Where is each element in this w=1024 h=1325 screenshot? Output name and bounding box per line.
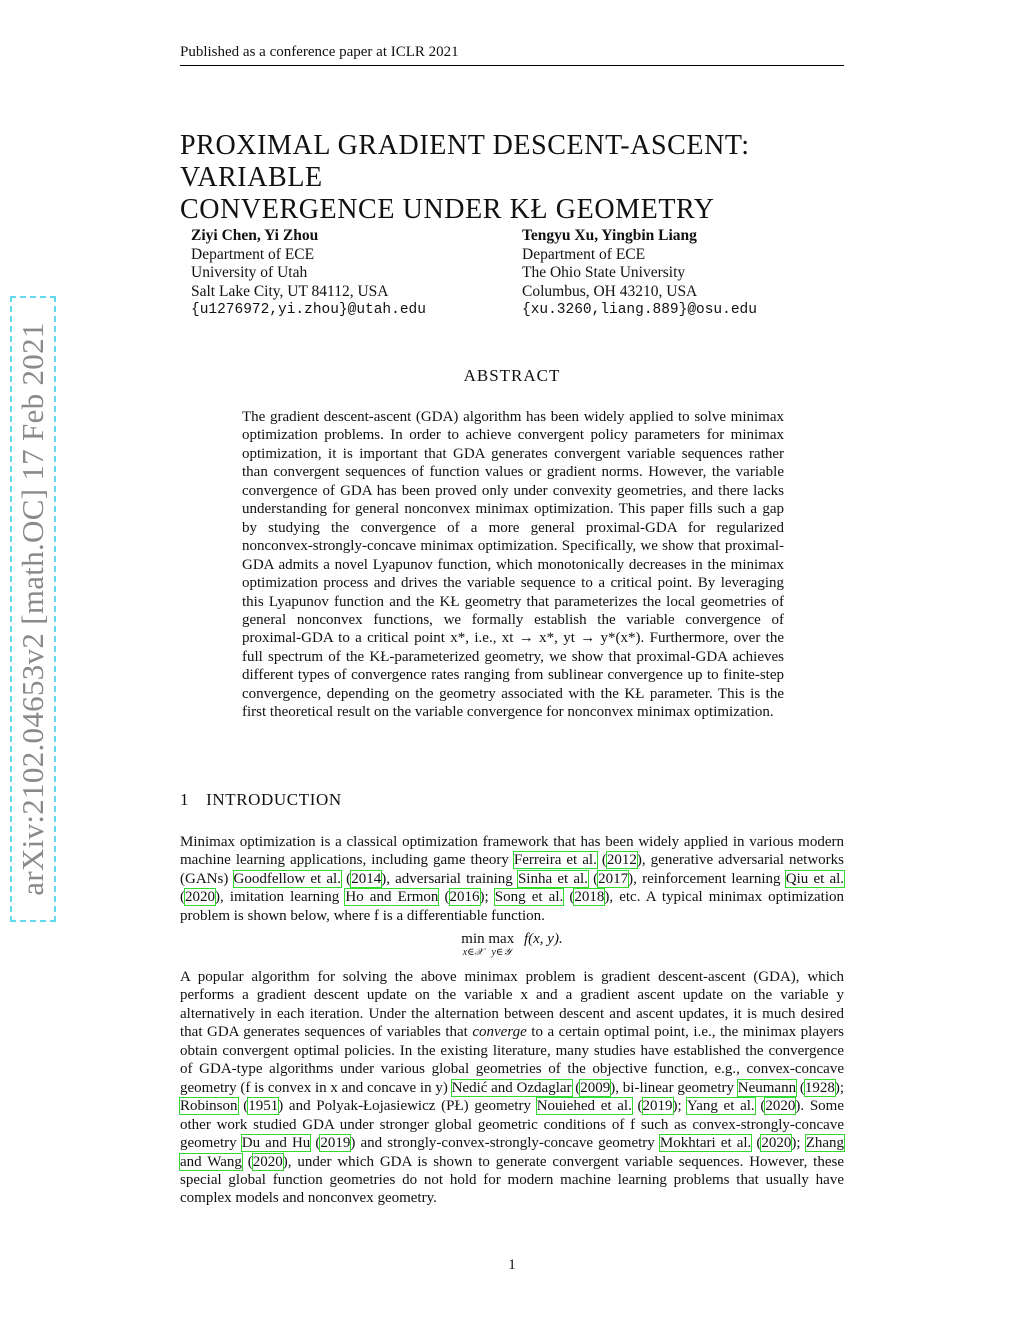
- section-number: 1: [180, 790, 190, 809]
- author-address: Salt Lake City, UT 84112, USA: [191, 282, 389, 300]
- text-run: and strongly-convex-strongly-concave geometry: [355, 1135, 660, 1152]
- citation-year-link[interactable]: 2012: [606, 852, 637, 869]
- author-block-right: [522, 227, 757, 320]
- text-run: . Some other work studied GDA under stronger global geometric conditions of f such as convex-strongly-concave geometry: [180, 1098, 844, 1152]
- author-department: Department of ECE: [191, 245, 315, 263]
- minimax-equation: [0, 932, 1024, 960]
- paper-title: [180, 130, 860, 226]
- citation-link[interactable]: Goodfellow et al.: [233, 870, 341, 887]
- section-title: INTRODUCTION: [206, 790, 342, 809]
- citation-link[interactable]: Zhang and Wang: [180, 1135, 845, 1170]
- text-run: to a certain optimal point, i.e., the minimax players obtain convergent optimal policies. In the existing literature, many studies have established the convergence of GDA-type algorithms under various global geometries of the objective function, e.g., convex-concave geometry (f is convex in x and concave in y): [180, 1024, 844, 1096]
- citation-link[interactable]: Nouiehed et al.: [536, 1098, 632, 1115]
- text-run: Minimax optimization is a classical optimization framework that has been widely applied in various modern machine learning applications, including game theory: [180, 834, 844, 869]
- page-number: 1: [508, 1257, 516, 1273]
- citation-link[interactable]: Neumann: [737, 1079, 797, 1096]
- citation-year-link[interactable]: 2014: [351, 870, 382, 887]
- citation-year-link[interactable]: 2020: [252, 1153, 283, 1170]
- author-names: Ziyi Chen, Yi Zhou: [191, 227, 319, 244]
- citation-year-link[interactable]: 2020: [185, 889, 215, 906]
- citation-year-link[interactable]: 2020: [765, 1098, 796, 1115]
- text-run: ;: [796, 1135, 806, 1152]
- text-run: , reinforcement learning: [633, 870, 786, 887]
- author-email[interactable]: {u1276972,yi.zhou}@utah.edu: [191, 302, 426, 318]
- citation-year-link[interactable]: 2019: [320, 1135, 351, 1152]
- citation-year-link[interactable]: 2018: [574, 889, 605, 906]
- emphasis: converge: [472, 1024, 527, 1041]
- text-run: ;: [677, 1098, 687, 1115]
- text-run: , etc. A typical minimax optimization problem is shown below, where f is a differentiable function.: [180, 889, 845, 924]
- citation-year-link[interactable]: 2009: [580, 1079, 611, 1096]
- author-university: University of Utah: [191, 264, 308, 281]
- intro-paragraph-2: A popular algorithm for solving the above minimax problem is gradient descent-ascent (GDA), which performs a gradient descent update on the variable x and a gradient ascent update on the variable y alternatively in each iteration. Under the alternation between descent and ascent updates, it is much desired that GDA generates sequences of variables that converge to a certain optimal point, i.e., the minimax players obtain convergent optimal policies. In the existing literature, many studies have established the convergence of GDA-type algorithms under various global geometries of the objective function, e.g., convex-concave geometry (f is convex in x and concave in y) Nedić and Ozdaglar (2009), bi-linear geometry Neumann (1928); Robinson (1951) and Polyak-Łojasiewicz (PŁ) geometry Nouiehed et al. (2019); Yang et al. (2020). Some other work studied GDA under stronger global geometric conditions of f such as convex-strongly-concave geometry Du and Hu (2019) and strongly-convex-strongly-concave geometry Mokhtari et al. (2020); Zhang and Wang (2020), under which GDA is shown to generate convergent variable sequences. However, these special global function geometries do not hold for modern machine learning problems that usually have complex models and nonconvex geometry.: [180, 969, 845, 1207]
- section-heading-introduction: [180, 790, 342, 810]
- citation-link[interactable]: Nedić and Ozdaglar: [451, 1079, 572, 1096]
- author-address: Columbus, OH 43210, USA: [522, 282, 698, 300]
- author-email[interactable]: {xu.3260,liang.889}@osu.edu: [522, 302, 757, 318]
- citation-link[interactable]: Mokhtari et al.: [659, 1135, 752, 1152]
- author-university: The Ohio State University: [522, 264, 686, 281]
- citation-year-link[interactable]: 2020: [761, 1135, 792, 1152]
- abstract-heading: ABSTRACT: [463, 366, 561, 385]
- text-run: and Polyak-Łojasiewicz (PŁ) geometry: [283, 1098, 537, 1115]
- abstract-text: The gradient descent-ascent (GDA) algorithm has been widely applied to solve minimax optimization problems. In order to achieve convergent policy parameters for minimax optimization, it is important that GDA generates convergent variable sequences rather than convergent sequences of function values or gradient norms. However, the variable convergence of GDA has been proved only under convexity geometries, and there lacks understanding for general nonconvex minimax optimization. This paper fills such a gap by studying the convergence of a more general proximal-GDA for regularized nonconvex-strongly-concave minimax optimization. Specifically, we show that proximal-GDA admits a novel Lyapunov function, which monotonically decreases in the minimax optimization process and drives the variable sequence to a critical point. By leveraging this Lyapunov function and the KŁ geometry that parameterizes the local geometries of general nonconvex functions, we formally establish the variable convergence of proximal-GDA to a critical point x*, i.e., xt → x*, yt → y*(x*). Furthermore, over the full spectrum of the KŁ-parameterized geometry, we show that proximal-GDA achieves different types of convergence rates ranging from sublinear convergence up to finite-step convergence, depending on the geometry associated with the KŁ parameter. This is the first theoretical result on the variable convergence for nonconvex minimax optimization.: [242, 409, 784, 721]
- running-header: Published as a conference paper at ICLR 2021: [180, 44, 844, 66]
- min-subscript: x∈𝒳: [462, 947, 484, 958]
- author-department: Department of ECE: [522, 245, 646, 263]
- citation-link[interactable]: Qiu et al.: [785, 870, 845, 887]
- author-block-left: [191, 227, 426, 320]
- citation-link[interactable]: Sinha et al.: [517, 870, 588, 887]
- min-operator: [461, 932, 484, 960]
- text-run: , adversarial training: [386, 870, 518, 887]
- arxiv-identifier[interactable]: [10, 296, 56, 922]
- text-run: A popular algorithm for solving the above minimax problem is gradient descent-ascent (GDA), which performs a gradient descent update on the variable x and a gradient ascent update on the variable y alternatively in each iteration. Under the alternation between descent and ascent updates, it is much desired that GDA generates sequences of variables that: [180, 969, 844, 1041]
- text-run: ;: [839, 1079, 844, 1096]
- citation-year-link[interactable]: 1951: [248, 1098, 279, 1115]
- text-run: , bi-linear geometry: [615, 1079, 738, 1096]
- citation-link[interactable]: Robinson: [180, 1098, 238, 1115]
- max-operator: [488, 932, 514, 960]
- title-line-2: CONVERGENCE UNDER KŁ GEOMETRY: [180, 194, 715, 225]
- arxiv-identifier-text: arXiv:2102.04653v2 [math.OC] 17 Feb 2021: [15, 322, 50, 896]
- citation-year-link[interactable]: 1928: [804, 1079, 835, 1096]
- citation-link[interactable]: Yang et al.: [686, 1098, 755, 1115]
- citation-link[interactable]: Du and Hu: [241, 1135, 311, 1152]
- min-label: min: [461, 931, 485, 947]
- objective-expression: f(x, y).: [523, 931, 563, 947]
- text-run: ;: [484, 889, 495, 906]
- max-label: max: [488, 931, 515, 947]
- citation-link[interactable]: Song et al.: [494, 889, 564, 906]
- intro-paragraph-1: Minimax optimization is a classical optimization framework that has been widely applied in various modern machine learning applications, including game theory Ferreira et al. (2012), generative adversarial networks (GANs) Goodfellow et al. (2014), adversarial training Sinha et al. (2017), reinforcement learning Qiu et al. (2020), imitation learning Ho and Ermon (2016); Song et al. (2018), etc. A typical minimax optimization problem is shown below, where f is a differentiable function.: [180, 834, 845, 924]
- text-run: , under which GDA is shown to generate convergent variable sequences. However, these special global function geometries do not hold for modern machine learning problems that usually have complex models and nonconvex geometry.: [180, 1153, 844, 1207]
- text-run: , generative adversarial networks (GANs): [180, 852, 845, 887]
- citation-year-link[interactable]: 2016: [449, 889, 480, 906]
- max-subscript: y∈𝒴: [491, 947, 512, 958]
- title-line-1: PROXIMAL GRADIENT DESCENT-ASCENT: VARIABLE: [180, 130, 750, 193]
- text-run: , imitation learning: [220, 889, 346, 906]
- author-names: Tengyu Xu, Yingbin Liang: [522, 227, 697, 244]
- citation-year-link[interactable]: 2019: [642, 1098, 673, 1115]
- citation-link[interactable]: Ferreira et al.: [513, 852, 597, 869]
- citation-year-link[interactable]: 2017: [598, 870, 629, 887]
- citation-link[interactable]: Ho and Ermon: [345, 889, 439, 906]
